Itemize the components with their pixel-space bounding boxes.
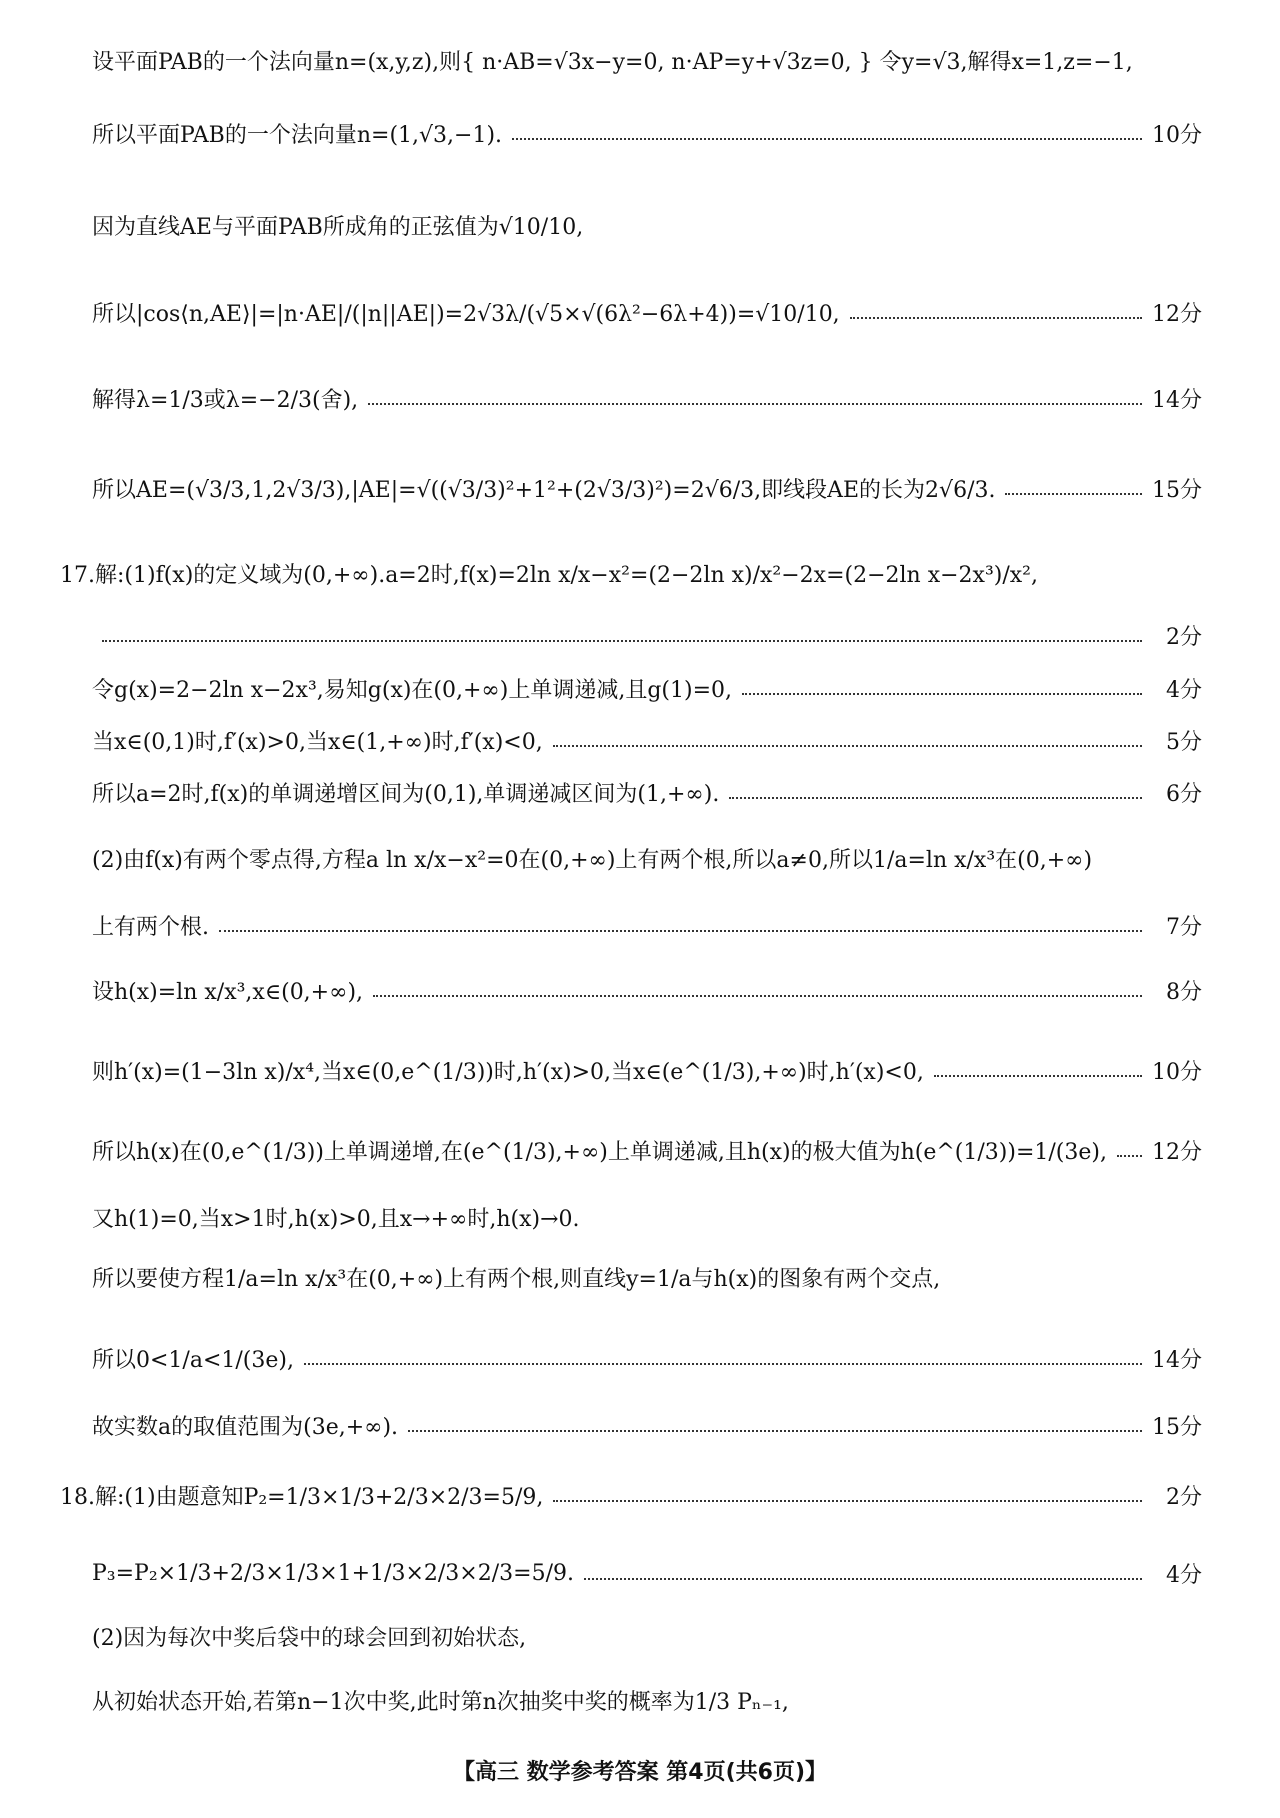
leader-dots bbox=[934, 1075, 1142, 1077]
answer-line bbox=[92, 1130, 1202, 1170]
line-text: 17.解:(1)f(x)的定义域为(0,+∞).a=2时,f(x)=2ln x/x−x²=(2−2ln x)/x²−2x=(2−2ln x−2x³)/x², bbox=[60, 562, 1038, 588]
answer-line bbox=[92, 292, 1202, 332]
line-text: (2)由f(x)有两个零点得,方程a ln x/x−x²=0在(0,+∞)上有两个根,所以a≠0,所以1/a=ln x/x³在(0,+∞) bbox=[92, 847, 1093, 873]
line-text: 所以要使方程1/a=ln x/x³在(0,+∞)上有两个根,则直线y=1/a与h(x)的图象有两个交点, bbox=[92, 1266, 941, 1292]
answer-line bbox=[92, 905, 1202, 945]
line-text: 上有两个根. bbox=[92, 914, 209, 940]
line-text: 18.解:(1)由题意知P₂=1/3×1/3+2/3×2/3=5/9, bbox=[60, 1484, 544, 1510]
score-label: 2分 bbox=[1166, 1484, 1202, 1510]
score-label: 15分 bbox=[1152, 1414, 1202, 1440]
score-label: 12分 bbox=[1152, 1139, 1202, 1165]
leader-dots bbox=[304, 1363, 1142, 1365]
answer-line bbox=[92, 1616, 1202, 1656]
line-text: 所以0<1/a<1/(3e), bbox=[92, 1347, 294, 1373]
line-text: 所以|cos⟨n,AE⟩|=|n·AE|/(|n||AE|)=2√3λ/(√5×√(6λ²−6λ+4))=√10/10, bbox=[92, 301, 840, 327]
leader-dots bbox=[850, 317, 1142, 319]
leader-dots bbox=[408, 1430, 1142, 1432]
line-text: 所以平面PAB的一个法向量n=(1,√3,−1). bbox=[92, 122, 503, 148]
score-label: 2分 bbox=[1166, 624, 1202, 650]
page-footer: 【高三 数学参考答案 第4页(共6页)】 bbox=[452, 1760, 828, 1785]
line-text: P₃=P₂×1/3+2/3×1/3×1+1/3×2/3×2/3=5/9. bbox=[92, 1560, 574, 1586]
answer-line bbox=[92, 1680, 1202, 1720]
score-label: 8分 bbox=[1166, 979, 1202, 1005]
answer-line bbox=[92, 720, 1202, 760]
answer-line bbox=[92, 378, 1202, 418]
answer-line bbox=[92, 205, 1202, 245]
line-text: (2)因为每次中奖后袋中的球会回到初始状态, bbox=[92, 1625, 527, 1651]
answer-line bbox=[92, 772, 1202, 812]
score-label: 15分 bbox=[1152, 477, 1202, 503]
leader-dots bbox=[512, 138, 1142, 140]
answer-line bbox=[92, 1197, 1202, 1237]
answer-line bbox=[92, 1553, 1202, 1593]
leader-dots bbox=[219, 930, 1142, 932]
leader-dots bbox=[1005, 493, 1142, 495]
answer-line bbox=[92, 1257, 1202, 1297]
leader-dots bbox=[553, 1500, 1142, 1502]
line-text: 则h′(x)=(1−3ln x)/x⁴,当x∈(0,e^(1/3))时,h′(x)>0,当x∈(e^(1/3),+∞)时,h′(x)<0, bbox=[92, 1059, 924, 1085]
line-text: 设平面PAB的一个法向量n=(x,y,z),则{ n·AB=√3x−y=0, n·AP=y+√3z=0, } 令y=√3,解得x=1,z=−1, bbox=[92, 49, 1133, 75]
score-label: 10分 bbox=[1152, 1059, 1202, 1085]
answer-line bbox=[92, 668, 1202, 708]
leader-dots bbox=[584, 1578, 1142, 1580]
leader-dots bbox=[373, 995, 1142, 997]
leader-dots bbox=[742, 693, 1142, 695]
line-text: 从初始状态开始,若第n−1次中奖,此时第n次抽奖中奖的概率为1/3 Pₙ₋₁, bbox=[92, 1689, 789, 1715]
answer-line bbox=[92, 615, 1202, 655]
line-text: 令g(x)=2−2ln x−2x³,易知g(x)在(0,+∞)上单调递减,且g(1)=0, bbox=[92, 677, 733, 703]
answer-line bbox=[60, 1475, 1202, 1515]
answer-line bbox=[92, 1405, 1202, 1445]
line-text: 所以AE=(√3/3,1,2√3/3),|AE|=√((√3/3)²+1²+(2√3/3)²)=2√6/3,即线段AE的长为2√6/3. bbox=[92, 477, 996, 503]
leader-dots bbox=[729, 797, 1142, 799]
answer-line bbox=[92, 838, 1202, 878]
line-text: 又h(1)=0,当x>1时,h(x)>0,且x→+∞时,h(x)→0. bbox=[92, 1206, 580, 1232]
line-text: 设h(x)=ln x/x³,x∈(0,+∞), bbox=[92, 979, 364, 1005]
answer-line bbox=[92, 1050, 1202, 1090]
score-label: 7分 bbox=[1166, 914, 1202, 940]
score-label: 12分 bbox=[1152, 301, 1202, 327]
leader-dots bbox=[368, 403, 1142, 405]
score-label: 14分 bbox=[1152, 1347, 1202, 1373]
leader-dots bbox=[102, 640, 1142, 642]
answer-line bbox=[92, 1338, 1202, 1378]
line-text: 故实数a的取值范围为(3e,+∞). bbox=[92, 1414, 399, 1440]
score-label: 5分 bbox=[1166, 729, 1202, 755]
leader-dots bbox=[553, 745, 1142, 747]
answer-line bbox=[60, 553, 1202, 593]
answer-line bbox=[92, 970, 1202, 1010]
score-label: 4分 bbox=[1166, 1562, 1202, 1588]
line-text: 所以a=2时,f(x)的单调递增区间为(0,1),单调递减区间为(1,+∞). bbox=[92, 781, 720, 807]
score-label: 6分 bbox=[1166, 781, 1202, 807]
score-label: 10分 bbox=[1152, 122, 1202, 148]
answer-line bbox=[92, 113, 1202, 153]
score-label: 4分 bbox=[1166, 677, 1202, 703]
line-text: 因为直线AE与平面PAB所成角的正弦值为√10/10, bbox=[92, 214, 584, 240]
line-text: 当x∈(0,1)时,f′(x)>0,当x∈(1,+∞)时,f′(x)<0, bbox=[92, 729, 543, 755]
answer-line bbox=[92, 468, 1202, 508]
leader-dots bbox=[1117, 1155, 1142, 1157]
line-text: 解得λ=1/3或λ=−2/3(舍), bbox=[92, 387, 359, 413]
answer-line bbox=[92, 40, 1202, 80]
score-label: 14分 bbox=[1152, 387, 1202, 413]
line-text: 所以h(x)在(0,e^(1/3))上单调递增,在(e^(1/3),+∞)上单调递减,且h(x)的极大值为h(e^(1/3))=1/(3e), bbox=[92, 1139, 1107, 1165]
